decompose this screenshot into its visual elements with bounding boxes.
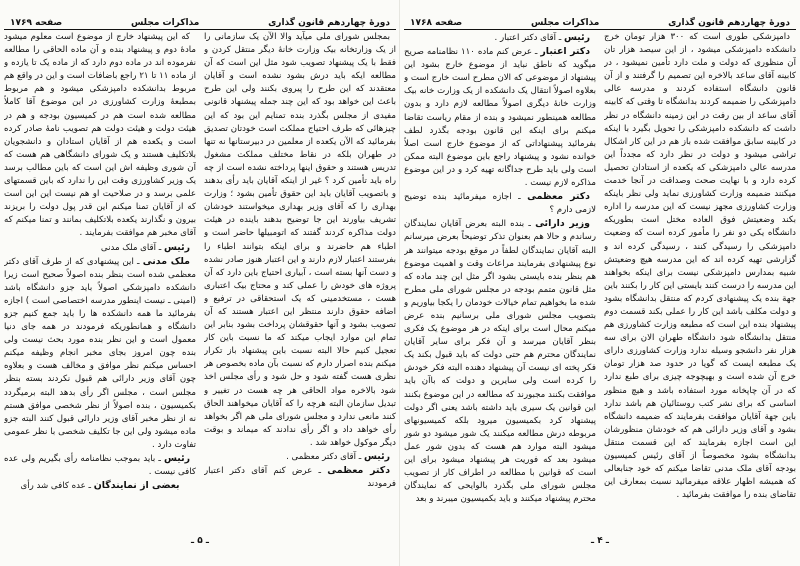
text-paragraph	[604, 31, 796, 502]
speech-text: ـ اجازه میفرمائید بنده توضیح لازمی دارم ؟	[404, 192, 596, 216]
speaker-name: رئیس	[564, 32, 590, 43]
text-columns	[4, 31, 396, 531]
text-columns	[404, 31, 796, 531]
speaker-name: رئیس	[164, 241, 190, 253]
speech-text: که این پیشنهاد خارج از موضوع است معلوم میشود مادهٔ دوم و پیشنهاد بنده و آن ماده الحاقی را مطالعه نفرموده اند در ماده دوم دارد که از ماده یک تا یازده و از ماده ۱۱ تا ۲۱ راجع باضافات است و این در واقع هم مربوط بدانشکده دامپزشکی میشود و هم مربوط بمطبعهٔ وزارت کشاورزی در این موضوع آقا کاملاً مطالعه شده است هم در کمیسیون بودجه و هم در هیئت دولت و هیئت دولت هم تصویب نامهٔ صادر کرده است و یکعده هم از آقایان استادان و دانشجویان بلاتکلیف هستند و یک شورای دانشگاهی هم هست که آن شوری وظیفه اش این است که باین مطالب برسد یک وزیر کشاورزی وقت این را ندارد که باین قسمتهای علمی برسد و در صلاحیت او هم نیست این این است که از آقایان تمنا میکنم این قدر پول دولت را بریزند بیرون و نگذارند یکعده بلاتکلیف بمانند و تمنا میکنم که آقای مخبر هم موافقت بفرمایند .	[4, 32, 196, 239]
speaker-name: دکتر اعتبار	[540, 46, 591, 58]
speech-text: ـ این پیشنهادی که از طرف آقای دکتر معظمی شده است بنظر بنده اصولاً صحیح است زیرا دانشکده دامپزشکی اصولاً باید جزو دانشگاه باشد (امینی ـ نیست اینطور مدرسه اختصاصی است ) اجازه بفرمائید ما همه دانشکده ها را باید جمع کنیم جزو دانشگاه و همانطوریکه فرمودند در همه جای دنیا معمول است و این نظر بنده مورد بحث نیست ولی بنده چون امروز بجای مخبر انجام وظیفه میکنم احساس میکنم نظر موافق و مخالف هست و بعلاوه چون آقای وزیر دارائی هم قبول نکردند بسته بنظر مجلس است ، مجلس اگر رأی بدهد البته برمیگردد بکمیسیون ، بنده اصولاً از نظر شخصی موافق هستم نه از نظر مخبر آقای وزیر دارائی قبول کنند البته جزو ماده میشود ولی این جا تکلیف شخصی با نظر عمومی تفاوت دارد .	[4, 256, 196, 450]
speech-paragraph	[404, 217, 596, 506]
speaker-name: رئیس	[364, 451, 390, 462]
page-1768	[404, 0, 796, 566]
folio-number: ـ ۴ ـ	[591, 536, 609, 546]
page-header	[404, 14, 796, 30]
page-1769	[4, 0, 396, 566]
speech-text: ـ آقای دکتر اعتبار .	[494, 33, 564, 43]
header-title: مذاکرات مجلس	[530, 18, 600, 28]
speech-paragraph	[4, 255, 196, 452]
page-gutter	[399, 0, 400, 566]
text-paragraph	[204, 31, 396, 450]
speech-paragraph	[204, 464, 396, 491]
header-page-number: صفحه ۱۷۶۸	[410, 18, 463, 28]
speech-paragraph	[4, 241, 196, 255]
speech-text: ـ عرض کنم ماده ۱۱۰ نظامنامه صریح میگوید که ناطق نباید از موضوع خارج بشود این پیشنهاد از موضوعی که الان مطرح است خارج است و بعلاوه اصولاً انتقال یک دانشکده از یک وزارت خانه بیک وزارت خانهٔ دیگری اصولاً مطالعه لازم دارد و بدون مطالعه همینطور نمیشود و بنده از مقام ریاست تقاضا میکنم برای اینکه این قانون بودجه بگذرد لطف بفرمائید پیشنهاداتی که از موضوع خارج است اصلاً خوانده نشود و پیشنهاد راجع باین موضوع البته ممکن است ولی باید طرح جداگانه تهیه کرد و در این موضوع مذاکره لازم نیست .	[404, 47, 596, 189]
header-period: دورهٔ چهاردهم قانون گذاری	[268, 18, 390, 28]
speech-paragraph	[404, 190, 596, 217]
speech-text: ـ آقای دکتر معظمی .	[286, 452, 364, 462]
speech-paragraph	[404, 31, 596, 45]
speech-text: ـ عرض کنم آقای دکتر اعتبار فرمودند	[204, 466, 396, 490]
speech-paragraph	[4, 479, 196, 493]
speech-text: ـ آقای ملک مدنی	[100, 242, 164, 253]
speech-text: بمجلس شورای ملی میآید والا الآن یک سازمانی را از یک وزارتخانه بیک وزارت خانهٔ دیگر منتقل کردن و فقط با یک پیشنهاد تصویب شود مثل این است که آن مطالعه ایکه باید درش بشود نشده است و آقایان معتقدند که این طرح را پیروی بکنند ولی این طرح باعث این خواهد بود که این چند جمله پیشنهاد قانونی مفیدی از مجلس بگذرد بنده تمنایم این بود که این چیزهائی که طرف احتیاج مملکت است خودتان تصدیق بفرمائید که الآن یکعده از معلمین در دبیرستانها نه تنها در طهران بلکه در نقاط مختلف مملکت مشغول تدریس هستند و حقوق اینها پرداخته نشده است از چه راه باید تأمین کرد ؟ غیر از اینکه آقایان باید رأی بدهند و باتصویب آقایان باید این حقوق تأمین بشود ؛ وزارت بهداری را که آقای وزیر بهداری میخواستند خودشان تشریف بیاورند این جا توضیح بدهند باینده در هیئت دولت مذاکره کردند گفتند که اتومبیلها حاضر است و اطباء هم حاضرند و برای اینکه بتوانند اطباء را بفرستند اعتبار لازم دارند و این اعتبار هنوز صادر نشده و دست آنها بسته است ، آبیاری احتیاج باین دارد که آن پروژه های خودش را عملی کند و محتاج بیک اعتباری هست ، مستخدمینی که یک استحقاقی در ترفیع و اضافه حقوق دارند منتظر این اعتبار هستند که آن تصویب بشود و آنها حقوقشان پرداخت بشود بنابر این تمام این موارد ایجاب میکند که ما نسبت باین کار تعجیل کنیم حالا البته نسبت باین پیشنهاد باز تکرار میکنم بنده اصرار دارم که نسبت بآن ماده بخصوص هر نظری هست گفته شود و حل شود و رأی مجلس اخذ شود بالاخره مواد الحاقی هر چه هست در تغییر و تبدیل سازمان البته هرچه را که آقایان میخواهند الحاق کنند مانعی ندارد و مجلس شورای ملی هم اگر بخواهد رأی خواهد داد و اگر رأی ندادند که میماند و بوقت دیگر موکول خواهد شد .	[204, 32, 396, 448]
speech-paragraph	[204, 450, 396, 464]
text-column	[404, 31, 596, 531]
speaker-name: ملک مدنی	[142, 255, 190, 267]
speaker-name: رئیس	[164, 453, 190, 464]
speech-text: دامپزشکی طوری است که ۳۰۰ هزار تومان خرج دانشکده دامپزشکی میشود ، از این سیصد هزار تان آن منظوری که دولت و ملت دارد تأمین نمیشود ، در کابینه آقای ساعد بالاخره این تصمیم را گرفتند و از آن قانون دانشگاه استفاده کردند و مدرسه عالی دامپزشکی را ضمیمه کردند بدانشگاه تا وقتی که کابینه آقای ساعد از بین رفت در این زمینه دانشگاه در نظر داشت که دانشکده دامپزشکی را تحویل بگیرد با اینکه در کابینه سابق موافقت شده باز هم در این کار اشکال تراشی میشود و دولت در نظر دارد که مجدداً این مدرسه عالی دامپزشکی که یکعده از استادان تحصیل کرده دارد و با نهایت صحت وصداقت در آنجا خدمت میکنند ضمیمه وزارت کشاورزی نماید ولی نظر باینکه وزارت کشاورزی مجهز نیست که این مدرسه را اداره بکند وضعیتش فوق العاده مختل است بطوریکه دانشگاه یکی دو نفر را مأمور کرده است که وضعیت دامپزشکی را رسیدگی کنند ، رسیدگی کرده اند و گزارشی تهیه کرده اند که این مدرسه هیچ وضعیتش شبیه بمدارس دامپزشکی نیست برای اینکه بخواهند این مدرسه را درست کنند بایستی این کار را بکنند باین جهة بنده یک پیشنهادی کردم که منتقل بدانشگاه بشود و دولت مکلف باشد این کار را عملی بکند قسمت دوم پیشنهاد بنده این است که مطبعه وزارت کشاورزی هم منتقل بدانشگاه شود دانشگاه طهران الان برای سه هزار نفر دانشجو وسیله ندارد وزارت کشاورزی دارای یک مطبعه ایست که گویا در حدود صد هزار تومان خرج آن شده است و بهیچوجه چیزی برای طبع ندارد که در آن چاپخانه مورد استفاده باشد و هیچ منظور اساسی که برای نشر کتب روستائیان هم باشد ندارد باین جهة آقایان موافقت بفرمایند که ضمیمه دانشگاه بشود و آقای وزیر دارائی هم که خودشان منظورشان این است اجازه بفرمایند که این قسمت منتقل بدانشگاه بشود مخصوصاً از آقای رئیس کمیسیون بودجه آقای ملک مدنی تقاضا میکنم که خود جنابعالی که همیشه اظهار علاقه میفرمائید نسبت بمعارف این تقاضای بنده را موافقت بفرمائید .	[604, 32, 796, 501]
speaker-name: وزیر دارائی	[535, 218, 591, 230]
speech-text: ـ باید بموجب نظامنامه رأی بگیریم ولی عده کافی نیست .	[4, 454, 196, 478]
page-header	[4, 14, 396, 30]
speaker-name: دکتر معظمی	[327, 465, 391, 477]
text-column	[204, 31, 396, 531]
text-paragraph	[4, 31, 196, 241]
header-page-number: صفحه ۱۷۶۹	[10, 18, 63, 28]
folio-number: ـ ۵ ـ	[191, 536, 209, 546]
speaker-name: دکتر معظمی	[527, 191, 590, 203]
text-column	[4, 31, 196, 531]
speech-paragraph	[4, 452, 196, 479]
speech-text: ـ عده کافی شد رأی	[20, 481, 94, 492]
speaker-name: بعضی از نمایندگان	[93, 480, 180, 492]
speech-paragraph	[404, 45, 596, 190]
speech-text: ـ بنده البته بعرض آقایان نمایندگان رساندم و حالا هم بعنوان تذکر توضیحاً بعرض میرسانم البته آقایان نمایندگان لطفاً در موقع بودجه میتوانند هر نوع پیشنهادی بفرمایند مراعات وقت و اهمیت موضوع هم بنظر بنده بایستی بشود اگر مثل این چند ماده که مثل قانون متمم بودجه در مجلس شورای ملی مطرح شده ما بخواهیم تمام خیالات خودمان را یکجا بیاوریم و بتصویب مجلس شورای ملی برسانیم بنده عرض میکنم محال است برای اینکه در هر موضوع یک فکری بنظر آقایان میرسد و آن فکر برای سایر آقایان نمایندگان محترم هم حتی دولت که باید قبول بکند یک فکر پخته ای نیست آن پیشنهاد دهنده البته فکر خودش را کرده است ولی سایرین و دولت که باآن باید موافقت بکنند مجبورند که مطالعه در این موضوع بکنند این قوانین یک سیری باید داشته باشد یعنی اگر دولت پیشنهاد کرد بکمیسیون میرود بلکه کمیسیونهای مربوطه درش مطالعه میکنند یک شور میشود دو شور میشود البته موارد هم هست که بدون شور عمل میشود بعد که فوریت هر پیشنهاد میشود برای این است که قوانین با مطالعه در اطراف کار از تصویب مجلس شورای ملی بگذرد بالوایحی که نمایندگان محترم پیشنهاد میکنند و باید بکمیسیون میبرند و بعد	[404, 219, 596, 505]
header-title: مذاکرات مجلس	[130, 18, 200, 28]
header-period: دورهٔ چهاردهم قانون گذاری	[668, 18, 790, 28]
text-column	[604, 31, 796, 531]
